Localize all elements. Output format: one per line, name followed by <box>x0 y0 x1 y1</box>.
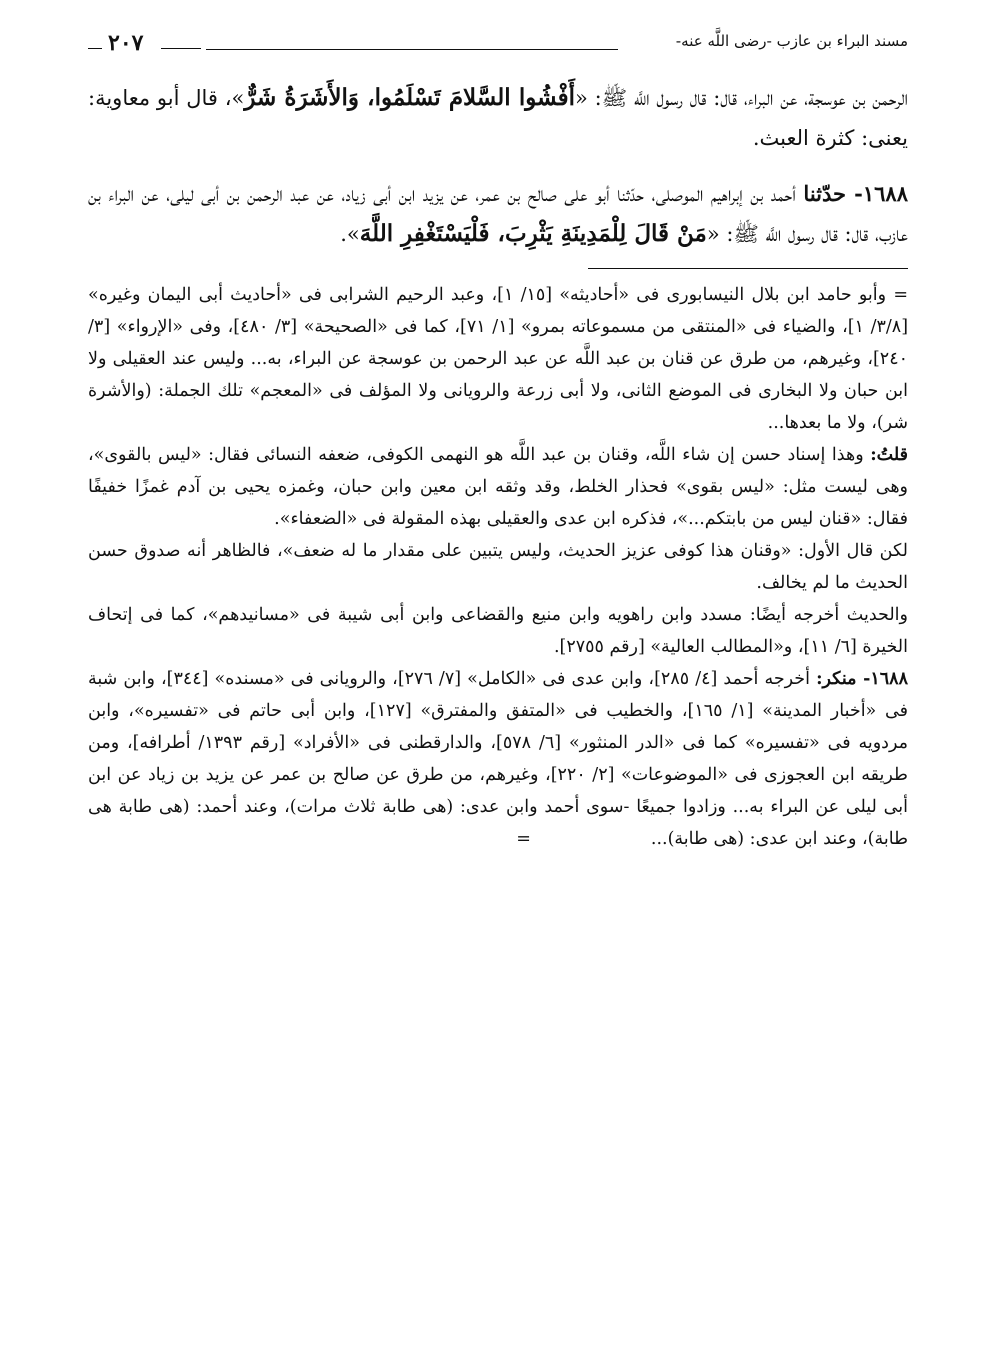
header-dash <box>161 48 201 49</box>
text-run: الرحمن بن عوسجة، عن البراء، قال: قال رسول اللَّه ﷺ: « <box>575 86 908 110</box>
hadith-text: أَفْشُوا السَّلامَ تَسْلَمُوا، وَالأَشَرَةُ شَرٌّ <box>244 84 575 111</box>
footnote-paragraph <box>88 439 908 535</box>
header-dash <box>88 48 102 49</box>
footnote-paragraph <box>88 535 908 599</box>
continuation-mark: = <box>893 285 908 305</box>
text-run: ». <box>340 222 360 246</box>
running-header <box>88 30 908 70</box>
footnote-text: والحديث أخرجه أيضًا: مسدد وابن راهويه وابن منيع والقضاعى وابن أبى شيبة فى «مسانيدهم»، كما فى إتحاف الخيرة [٦/ ١١]، و«المطالب العالية» [رقم ٢٧٥٥]. <box>88 605 908 657</box>
footnote-lead: ١٦٨٨- منكر: <box>816 669 908 689</box>
footnote-paragraph <box>88 663 908 855</box>
footnote-paragraph <box>88 599 908 663</box>
hadith-text: مَنْ قَالَ لِلْمَدِينَةِ يَثْرِبَ، فَلْيَسْتَغْفِرِ اللَّهَ <box>359 220 707 247</box>
running-title: مسند البراء بن عازب -رضى اللَّه عنه- <box>675 32 908 50</box>
footnote-divider <box>588 268 908 269</box>
hadith-number-lead: ١٦٨٨- حدّثنا <box>803 181 908 206</box>
footnote-text: لكن قال الأول: «وقنان هذا كوفى عزيز الحديث، وليس يتبين على مقدار ما له ضعف»، فالظاهر أنه صدوق حسن الحديث ما لم يخالف. <box>88 541 908 593</box>
footnotes <box>88 279 908 855</box>
page-number: ٢٠٧ <box>108 30 144 56</box>
text-run: »، قال أبو معاوية: يعنى: كثرة العبث. <box>88 86 908 150</box>
continuation-mark: = <box>516 829 531 849</box>
footnote-text: وهذا إسناد حسن إن شاء اللَّه، وقنان بن عبد اللَّه هو النهمى الكوفى، ضعفه النسائى فقال: «ليس بالقوى»، وهى ليست مثل: «ليس بقوى» فحذار الخلط، وقد وثقه ابن معين وابن حبان، وغمزه يحيى بن آدم غمزًا خفيفًا فقال: «قنان ليس من بابتكم...»، فذكره ابن عدى والعقيلى بهذه المقولة فى «الضعفاء». <box>88 445 908 529</box>
header-rule <box>206 49 618 50</box>
footnote-lead: قلتُ: <box>870 445 908 465</box>
footnote-text: وأبو حامد ابن بلال النيسابورى فى «أحاديثه» [١٥/ ١]، وعبد الرحيم الشرابى فى «أحاديث أبى اليمان وغيره» [٣/٨/ ١]، والضياء فى «المنتقى من مسموعاته بمرو» [١/ ٧١]، كما فى «الصحيحة» [٣/ ٤٨٠]، وفى «الإرواء» [٣/ ٢٤٠]، وغيرهم، من طرق عن قنان بن عبد اللَّه عن عبد الرحمن بن عوسجة عن البراء، به... وليس عند العقيلى ولا ابن حبان ولا البخارى فى الموضع الثانى، ولا أبى زرعة والرويانى ولا المؤلف فى «المعجم» تلك الجملة: (والأشرة شر)، ولا ما بعدها... <box>88 285 909 433</box>
hadith-paragraph <box>88 174 908 254</box>
text-run: أحمد بن إبراهيم الموصلى، حدّثنا أبو على صالح بن عمر، عن يزيد ابن أبى زياد، عن عبد الرحمن بن أبى ليلى، عن البراء بن عازب، قال: قال رسول اللَّه ﷺ: « <box>88 182 908 246</box>
main-text <box>88 78 908 254</box>
footnote-text: أخرجه أحمد [٤/ ٢٨٥]، وابن عدى فى «الكامل» [٧/ ٢٧٦]، والرويانى فى «مسنده» [٣٤٤]، وابن شبة فى «أخبار المدينة» [١/ ١٦٥]، والخطيب فى «المتفق والمفترق» [١٢٧]، وابن أبى حاتم فى «تفسيره»، وابن مردويه فى «تفسيره» كما فى «الدر المنثور» [٦/ ٥٧٨]، والدارقطنى فى «الأفراد» [رقم ١٣٩٣/ أطرافه]، ومن طريقه ابن العجوزى فى «الموضوعات» [٢/ ٢٢٠]، وغيرهم، من طرق عن صالح بن عمر عن يزيد بن زياد عن ابن أبى ليلى عن البراء به... وزادوا جميعًا -سوى أحمد وابن عدى: (هى طابة ثلاث مرات)، وعند أحمد: (هى طابة هى طابة)، وعند ابن عدى: (هى طابة)... <box>88 669 909 849</box>
paragraph <box>88 78 908 158</box>
footnote-paragraph <box>88 279 908 439</box>
page <box>88 30 908 855</box>
